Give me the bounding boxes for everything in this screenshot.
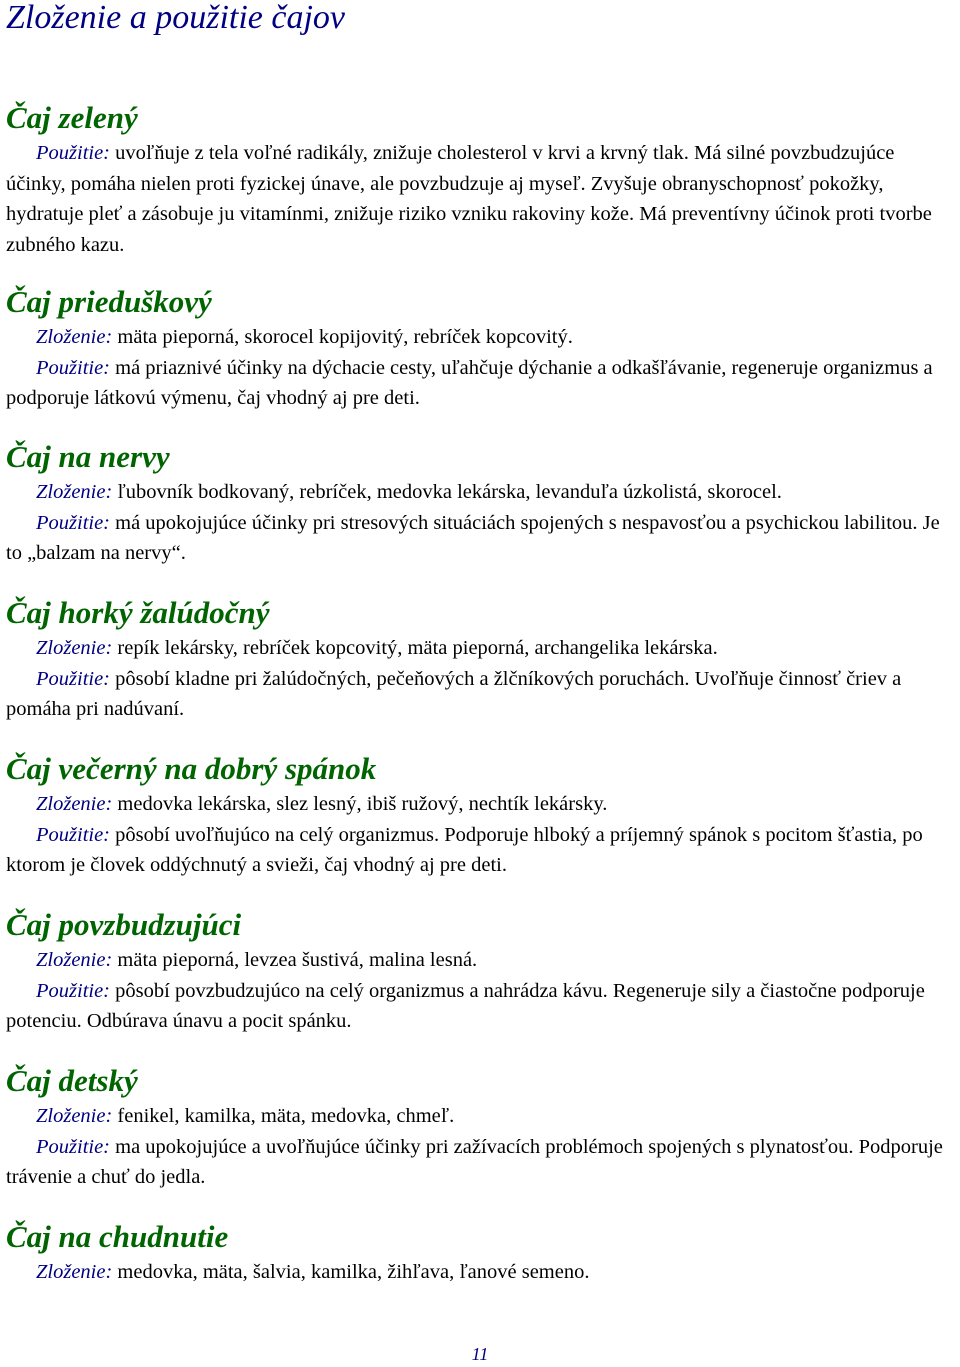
section-heading: Čaj prieduškový (6, 284, 212, 319)
usage-text: uvoľňuje z tela voľné radikály, znižuje cholesterol v krvi a krvný tlak. Má silné povzbudzujúce účinky, pomáha nielen proti fyzickej únave, ale povzbudzuje aj myseľ. Zvyšuje obranyschopnosť pokožky, hydratuje pleť a zásobuje ju vitamínmi, znižuje riziko vzniku rakoviny kože. Má preventívny účinok proti tvorbe zubného kazu. (6, 142, 932, 256)
usage-text: má priaznivé účinky na dýchacie cesty, uľahčuje dýchanie a odkašľávanie, regeneruje organizmus a podporuje látkovú výmenu, čaj vhodný aj pre deti. (6, 356, 933, 409)
composition-text: mäta pieporná, skorocel kopijovitý, rebríček kopcovitý. (117, 326, 573, 348)
usage-paragraph (6, 664, 956, 725)
page-title: Zloženie a použitie čajov (6, 0, 346, 36)
composition-label: Zloženie: (36, 1105, 113, 1127)
section-heading: Čaj na chudnutie (6, 1219, 229, 1254)
composition-text: medovka, mäta, šalvia, kamilka, žihľava, ľanové semeno. (117, 1261, 590, 1283)
usage-paragraph (6, 820, 956, 881)
composition-text: repík lekársky, rebríček kopcovitý, mäta pieporná, archangelika lekárska. (117, 637, 718, 659)
section-heading: Čaj večerný na dobrý spánok (6, 751, 377, 786)
composition-paragraph (6, 789, 956, 820)
section-heading: Čaj povzbudzujúci (6, 907, 242, 942)
usage-label: Použitie: (36, 1135, 111, 1158)
usage-label: Použitie: (36, 142, 111, 164)
usage-paragraph (6, 353, 956, 414)
section-caj-na-chudnutie (6, 1217, 956, 1288)
section-caj-horky-zaludocny (6, 593, 956, 725)
usage-text: pôsobí kladne pri žalúdočných, pečeňových a žlčníkových poruchách. Uvoľňuje činnosť čriev a pomáha pri nadúvaní. (6, 667, 902, 720)
composition-label: Zloženie: (36, 637, 113, 659)
usage-label: Použitie: (36, 356, 111, 379)
composition-label: Zloženie: (36, 949, 113, 971)
composition-paragraph (6, 1257, 956, 1288)
usage-paragraph (6, 1132, 956, 1193)
section-heading: Čaj horký žalúdočný (6, 595, 270, 630)
usage-label: Použitie: (36, 823, 111, 846)
section-caj-povzbudzujuci (6, 905, 956, 1037)
usage-label: Použitie: (36, 667, 111, 690)
composition-paragraph (6, 1101, 956, 1132)
section-heading: Čaj zelený (6, 100, 138, 135)
section-heading: Čaj detský (6, 1063, 138, 1098)
composition-paragraph (6, 477, 956, 508)
composition-text: mäta pieporná, levzea šustivá, malina lesná. (117, 949, 478, 971)
usage-text: ma upokojujúce a uvoľňujúce účinky pri zažívacích problémoch spojených s plynatosťou. Podporuje trávenie a chuť do jedla. (6, 1135, 943, 1188)
composition-label: Zloženie: (36, 481, 113, 503)
composition-paragraph (6, 633, 956, 664)
composition-label: Zloženie: (36, 326, 113, 348)
composition-label: Zloženie: (36, 793, 113, 815)
section-caj-prieduskovy (6, 282, 956, 414)
composition-paragraph (6, 322, 956, 353)
usage-text: pôsobí uvoľňujúco na celý organizmus. Podporuje hlboký a príjemný spánok s pocitom šťastia, po ktorom je človek oddýchnutý a svieži, čaj vhodný aj pre deti. (6, 823, 923, 876)
section-caj-detsky (6, 1061, 956, 1193)
usage-paragraph (6, 138, 956, 260)
section-heading: Čaj na nervy (6, 439, 170, 474)
section-caj-vecerny (6, 749, 956, 881)
usage-text: má upokojujúce účinky pri stresových situáciách spojených s nespavosťou a psychickou labilitou. Je to „balzam na nervy“. (6, 511, 940, 564)
composition-paragraph (6, 945, 956, 976)
usage-paragraph (6, 976, 956, 1037)
composition-text: medovka lekárska, slez lesný, ibiš ružový, nechtík lekársky. (117, 793, 608, 815)
section-caj-na-nervy (6, 437, 956, 569)
composition-text: fenikel, kamilka, mäta, medovka, chmeľ. (117, 1105, 455, 1127)
composition-text: ľubovník bodkovaný, rebríček, medovka lekárska, levanduľa úzkolistá, skorocel. (117, 481, 782, 503)
usage-text: pôsobí povzbudzujúco na celý organizmus a nahrádza kávu. Regeneruje sily a čiastočne podporuje potenciu. Odbúrava únavu a pocit spánku. (6, 979, 925, 1032)
section-caj-zeleny (6, 98, 956, 260)
page-number: 11 (471, 1344, 489, 1364)
composition-label: Zloženie: (36, 1261, 113, 1283)
usage-paragraph (6, 508, 956, 569)
usage-label: Použitie: (36, 511, 111, 534)
usage-label: Použitie: (36, 979, 111, 1002)
